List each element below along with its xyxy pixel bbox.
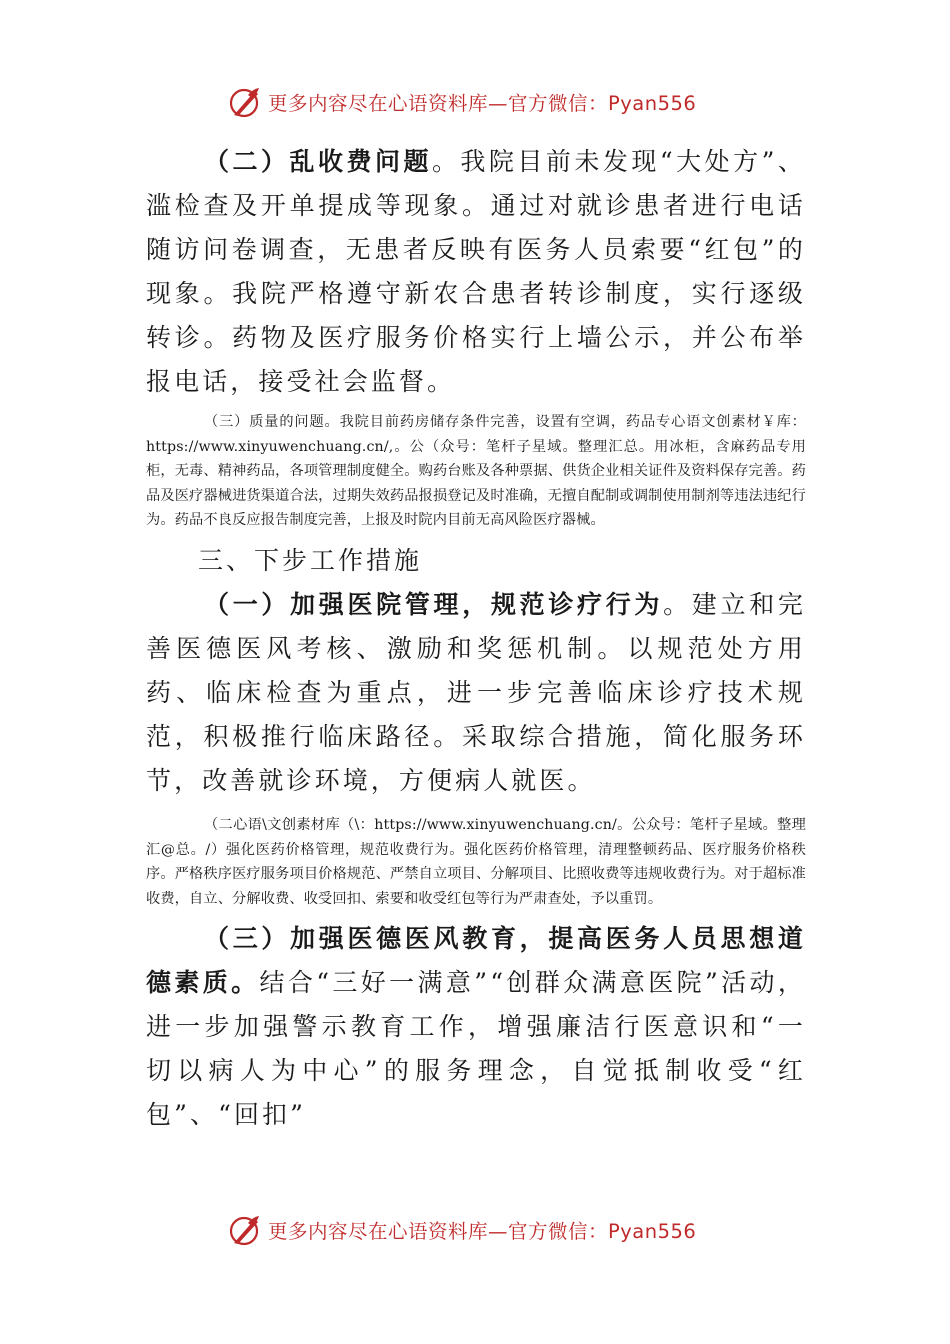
paragraph-management	[146, 583, 806, 803]
footer-banner	[228, 1210, 728, 1250]
document-body	[146, 140, 806, 1137]
paragraph-text: 。建立和完善医德医风考核、激励和奖惩机制。以规范处方用药、临床检查为重点，进一步完善临床诊疗技术规范，积极推行临床路径。采取综合措施，简化服务环节，改善就诊环境，方便病人就医。	[146, 589, 806, 795]
quill-pen-logo-icon	[228, 1213, 262, 1247]
paragraph-text: 结合“三好一满意”“创群众满意医院”活动，进一步加强警示教育工作，增强廉洁行医意识和“一切以病人为中心”的服务理念，自觉抵制收受“红包”、“回扣”	[146, 968, 806, 1130]
paragraph-lead: （二）乱收费问题	[204, 147, 432, 176]
paragraph-lead: （一）加强医院管理，规范诊疗行为	[204, 589, 664, 619]
header-banner	[228, 82, 728, 122]
banner-text: 更多内容尽在心语资料库—官方微信：Pyan556	[268, 1220, 697, 1243]
quill-pen-logo-icon	[228, 85, 262, 119]
paragraph-text: 。我院目前未发现“大处方”、滥检查及开单提成等现象。通过对就诊患者进行电话随访问卷调查，无患者反映有医务人员索要“红包”的现象。我院严格遵守新农合患者转诊制度，实行逐级转诊。药物及医疗服务价格实行上墙公示，并公布举报电话，接受社会监督。	[146, 147, 806, 396]
paragraph-overcharge	[146, 140, 806, 404]
paragraph-ethics	[146, 917, 806, 1137]
banner-text: 更多内容尽在心语资料库—官方微信：Pyan556	[268, 92, 697, 115]
paragraph-lead: （三）加强医德医风教育，提高医务人员思想道德素质。	[146, 924, 806, 998]
paragraph-pricing: （二心语\文创素材库（\：https://www.xinyuwenchuang.cn/。公众号：笔杆子星域。整理汇@总。/）强化医药价格管理，规范收费行为。强化医药价格管理，清理整顿药品、医疗服务价格秩序。严格秩序医疗服务项目价格规范、严禁自立项目、分解项目、比照收费等违规收费行为。对于超标准收费，自立、分解收费、收受回扣、索要和收受红包等行为严肃查处，予以重罚。	[146, 816, 806, 907]
paragraph-quality: （三）质量的问题。我院目前药房储存条件完善，设置有空调，药品专心语文创素材￥库：https://www.xinyuwenchuang.cn/,。公（众号：笔杆子星域。整理汇总。用冰柜，含麻药品专用柜，无毒、精神药品，各项管理制度健全。购药台账及各种票据、供货企业相关证件及资料保存完善。药品及医疗器械进货渠道合法，过期失效药品报损登记及时准确，无擅自配制或调制使用制剂等违法违纪行为。药品不良反应报告制度完善，上报及时院内目前无高风险医疗器械。	[146, 414, 806, 529]
section-heading: 三、下步工作措施	[198, 545, 423, 575]
